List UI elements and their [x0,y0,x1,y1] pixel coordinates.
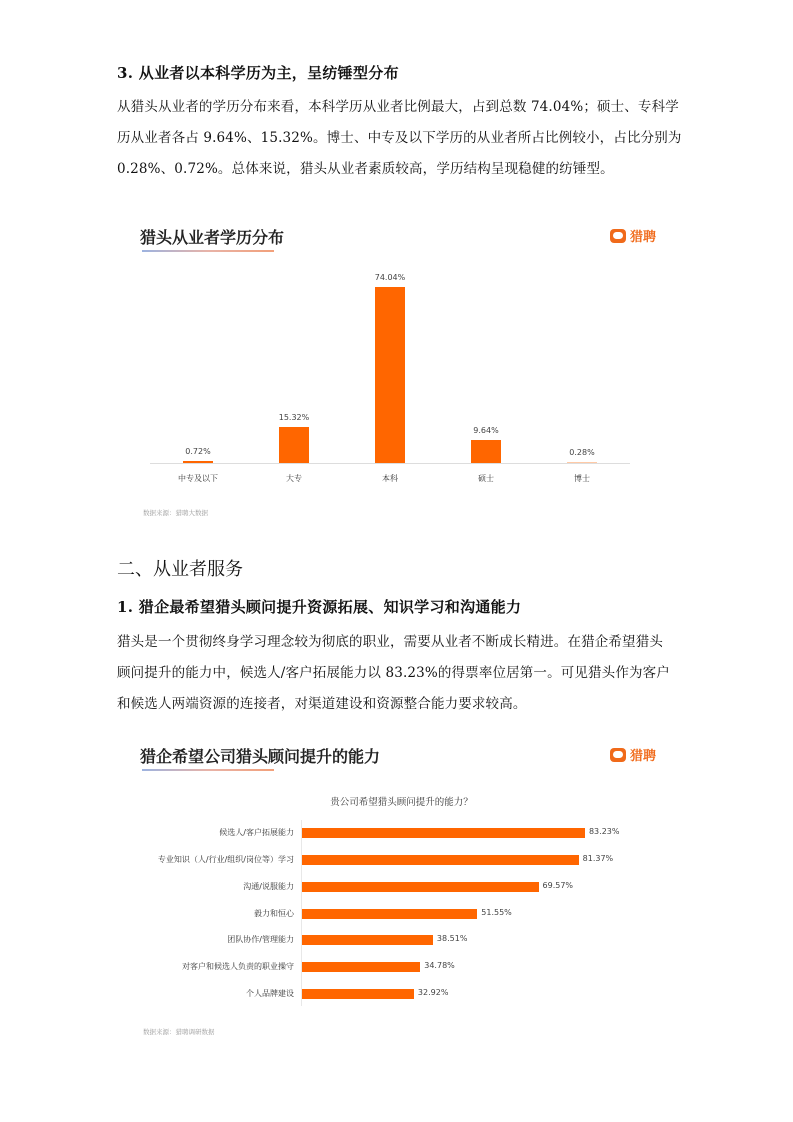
bar-value-label: 38.51% [436,934,468,943]
category-label: 本科 [382,474,398,483]
bar [302,828,585,838]
category-label: 硕士 [478,474,494,483]
category-label: 博士 [574,474,590,483]
category-label: 对客户和候选人负责的职业操守 [182,962,294,971]
paragraph-line: 历从业者各占 9.64%、15.32%。博士、中专及以下学历的从业者所占比例较小，占比分别为 [117,130,682,146]
bar-value-label: 0.28% [569,447,595,457]
bar [302,855,579,865]
bar-value-label: 15.32% [278,412,310,422]
bar-value-label: 34.78% [424,961,455,970]
category-label: 沟通/说服能力 [243,882,294,891]
category-label: 个人品牌建设 [246,989,294,998]
category-label: 毅力和恒心 [254,909,294,918]
category-label: 团队协作/管理能力 [227,935,294,944]
bar-value-label: 69.57% [542,881,574,890]
bar [302,935,433,945]
chart1-source: 数据来源：猎聘大数据 [143,509,208,517]
category-label: 候选人/客户拓展能力 [219,828,294,837]
chart1-title: 猎头从业者学历分布 [140,228,285,247]
paragraph-line: 和候选人两端资源的连接者，对渠道建设和资源整合能力要求较高。 [117,696,527,712]
bar [302,882,539,892]
subsection-heading-abilities: 1. 猎企最希望猎头顾问提升资源拓展、知识学习和沟通能力 [117,598,522,616]
bar [302,962,420,972]
bar-value-label: 32.92% [417,988,449,997]
bar [302,909,477,919]
bar-value-label: 51.55% [481,908,512,917]
bar-value-label: 74.04% [374,273,406,282]
chart2-title: 猎企希望公司猎头顾问提升的能力 [140,747,381,766]
logo-text: 猎聘 [630,749,657,764]
paragraph-line: 从猎头从业者的学历分布来看，本科学历从业者比例最大，占到总数 74.04%；硕士、专科学 [117,99,679,115]
section-heading-education: 3. 从业者以本科学历为主，呈纺锤型分布 [117,64,399,82]
bar-value-label: 81.37% [582,854,614,863]
section-heading-services: 二、从业者服务 [117,559,243,580]
paragraph-line: 0.28%、0.72%。总体来说，猎头从业者素质较高，学历结构呈现稳健的纺锤型。 [117,161,614,177]
bar-value-label: 9.64% [473,426,499,436]
paragraph-line: 顾问提升的能力中，候选人/客户拓展能力以 83.23%的得票率位居第一。可见猎头作为客户 [117,665,670,681]
paragraph-line: 猎头是一个贯彻终身学习理念较为彻底的职业，需要从业者不断成长精进。在猎企希望猎头 [117,634,663,650]
bar-value-label: 83.23% [588,827,620,836]
chart2-subtitle: 贵公司希望猎头顾问提升的能力？ [330,797,473,808]
bar [302,989,414,999]
category-label: 中专及以下 [178,474,218,483]
bar-value-label: 0.72% [185,447,211,457]
category-label: 大专 [286,474,302,483]
chart2-source: 数据来源：猎聘调研数据 [143,1028,215,1036]
logo-text: 猎聘 [630,230,657,245]
category-label: 专业知识（人/行业/组织/岗位等）学习 [157,855,294,864]
